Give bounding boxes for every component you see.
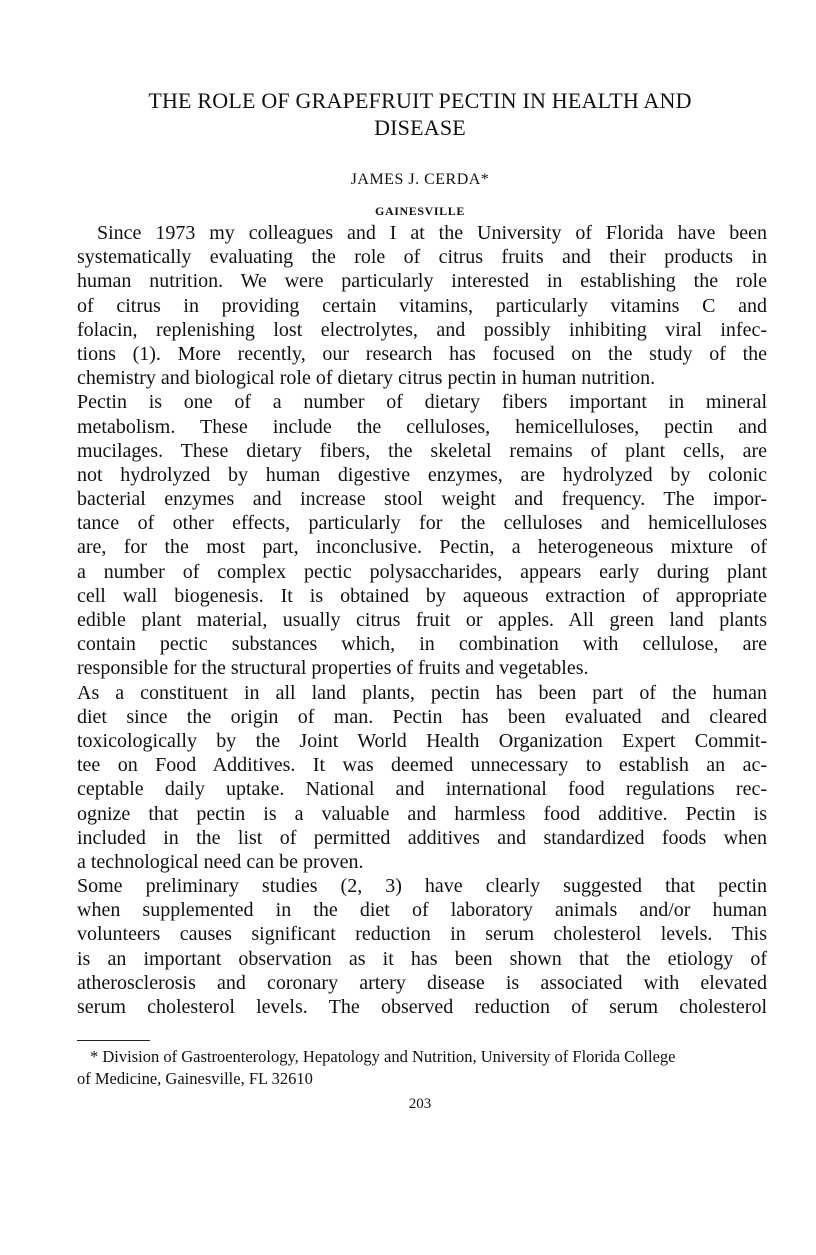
paragraph [77, 221, 767, 390]
text-line: a number of complex pectic polysaccharides, appears early during plant [77, 560, 767, 583]
footnote-line: * Division of Gastroenterology, Hepatology and Nutrition, University of Florida College [90, 1047, 676, 1066]
text-line: responsible for the structural properties of fruits and vegetables. [77, 657, 589, 680]
text-line: when supplemented in the diet of laboratory animals and/or human [77, 899, 767, 922]
text-line: mucilages. These dietary fibers, the skeletal remains of plant cells, are [77, 439, 767, 462]
title-line: DISEASE [374, 115, 466, 140]
paragraph [77, 681, 767, 875]
title-line: THE ROLE OF GRAPEFRUIT PECTIN IN HEALTH AND [148, 88, 692, 113]
author-location: GAINESVILLE [375, 204, 465, 218]
text-line: edible plant material, usually citrus fruit or apples. All green land plants [77, 609, 767, 631]
text-line: volunteers causes significant reduction in serum cholesterol levels. This [77, 923, 767, 946]
text-line: a technological need can be proven. [77, 850, 364, 873]
paragraph [77, 874, 767, 1019]
text-line: atherosclerosis and coronary artery disease is associated with elevated [77, 971, 767, 994]
text-line: systematically evaluating the role of citrus fruits and their products in [77, 246, 767, 269]
text-line: toxicologically by the Joint World Health Organization Expert Commit- [77, 729, 767, 752]
text-line: are, for the most part, inconclusive. Pectin, a heterogeneous mixture of [77, 536, 767, 559]
text-line: bacterial enzymes and increase stool weight and frequency. The impor- [77, 488, 767, 511]
text-line: cell wall biogenesis. It is obtained by aqueous extraction of appropriate [77, 584, 767, 607]
text-line: tance of other effects, particularly for the celluloses and hemicelluloses [77, 512, 767, 535]
text-line: As a constituent in all land plants, pectin has been part of the human [77, 681, 767, 704]
text-line: is an important observation as it has been shown that the etiology of [77, 947, 767, 970]
article-title [60, 87, 780, 141]
paragraph [77, 390, 767, 680]
text-line: of citrus in providing certain vitamins, particularly vitamins C and [77, 294, 767, 317]
page-number: 203 [408, 1096, 432, 1112]
text-line: Since 1973 my colleagues and I at the University of Florida have been [97, 222, 767, 244]
text-line: chemistry and biological role of dietary citrus pectin in human nutrition. [77, 367, 656, 390]
text-line: human nutrition. We were particularly interested in establishing the role [77, 270, 767, 293]
text-line: tions (1). More recently, our research has focused on the study of the [77, 342, 767, 365]
author-name: JAMES J. CERDA* [350, 171, 490, 188]
text-line: tee on Food Additives. It was deemed unnecessary to establish an ac- [77, 754, 767, 777]
footnote [77, 1046, 767, 1090]
text-line: ognize that pectin is a valuable and harmless food additive. Pectin is [77, 802, 767, 825]
article-body [77, 221, 767, 1019]
text-line: diet since the origin of man. Pectin has been evaluated and cleared [77, 705, 767, 728]
text-line: Some preliminary studies (2, 3) have clearly suggested that pectin [77, 875, 767, 898]
footnote-line: of Medicine, Gainesville, FL 32610 [77, 1069, 313, 1088]
text-line: included in the list of permitted additives and standardized foods when [77, 826, 767, 849]
text-line: contain pectic substances which, in combination with cellulose, are [77, 633, 767, 656]
text-line: Pectin is one of a number of dietary fibers important in mineral [77, 391, 767, 414]
text-line: not hydrolyzed by human digestive enzymes, are hydrolyzed by colonic [77, 463, 767, 486]
text-line: metabolism. These include the celluloses, hemicelluloses, pectin and [77, 415, 767, 438]
footnote-divider [77, 1040, 150, 1041]
text-line: folacin, replenishing lost electrolytes, and possibly inhibiting viral infec- [77, 318, 767, 341]
text-line: serum cholesterol levels. The observed reduction of serum cholesterol [77, 996, 767, 1018]
text-line: ceptable daily uptake. National and international food regulations rec- [77, 778, 767, 801]
